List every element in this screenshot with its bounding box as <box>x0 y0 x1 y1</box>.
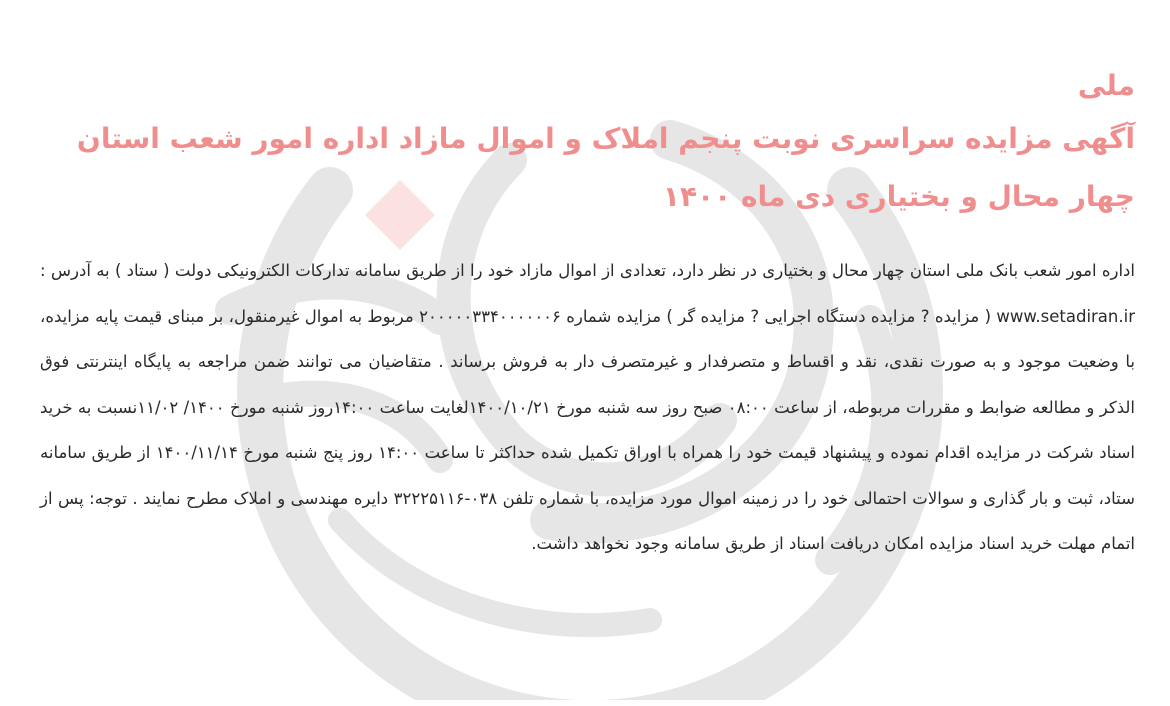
notice-headline: آگهی مزایده سراسری نوبت پنجم املاک و اموال مازاد اداره امور شعب استان چهار محال و بختیاری دی ماه ۱۴۰۰ <box>76 122 1135 213</box>
bank-name: ملی <box>1077 69 1135 102</box>
notice-content <box>40 62 1135 567</box>
notice-body: اداره امور شعب بانک ملی استان چهار محال و بختیاری در نظر دارد، تعدادی از اموال مازاد خود را از طریق سامانه تدارکات الکترونیکی دولت ( ستاد ) به آدرس : www.setadiran.ir ( مزایده ? مزایده دستگاه اجرایی ? مزایده گر ) مزایده شماره ۲۰۰۰۰۰۳۳۴۰۰۰۰۰۰۶ مربوط به اموال غیرمنقول، بر مبنای قیمت پایه مزایده، با وضعیت موجود و به صورت نقدی، نقد و اقساط و متصرفدار و غیرمتصرف دار به فروش برساند . متقاضیان می توانند ضمن مراجعه به پایگاه اینترنتی فوق الذکر و مطالعه ضوابط و مقررات مربوطه، از ساعت ۰۸:۰۰ صبح روز سه شنبه مورخ ۱۴۰۰/۱۰/۲۱لغایت ساعت ۱۴:۰۰روز شنبه مورخ ۱۴۰۰/ ۱۱/۰۲نسبت به خرید اسناد شرکت در مزایده اقدام نموده و پیشنهاد قیمت خود را همراه با اوراق تکمیل شده حداکثر تا ساعت ۱۴:۰۰ روز پنج شنبه مورخ ۱۴۰۰/۱۱/۱۴ از طریق سامانه ستاد، ثبت و بار گذاری و سوالات احتمالی خود را در زمینه اموال مورد مزایده، با شماره تلفن ۰۳۸-۳۲۲۲۵۱۱۶ دایره مهندسی و املاک مطرح نمایند . توجه: پس از اتمام مهلت خرید اسناد مزایده امکان دریافت اسناد از طریق سامانه وجود نخواهد داشت. <box>40 261 1135 553</box>
